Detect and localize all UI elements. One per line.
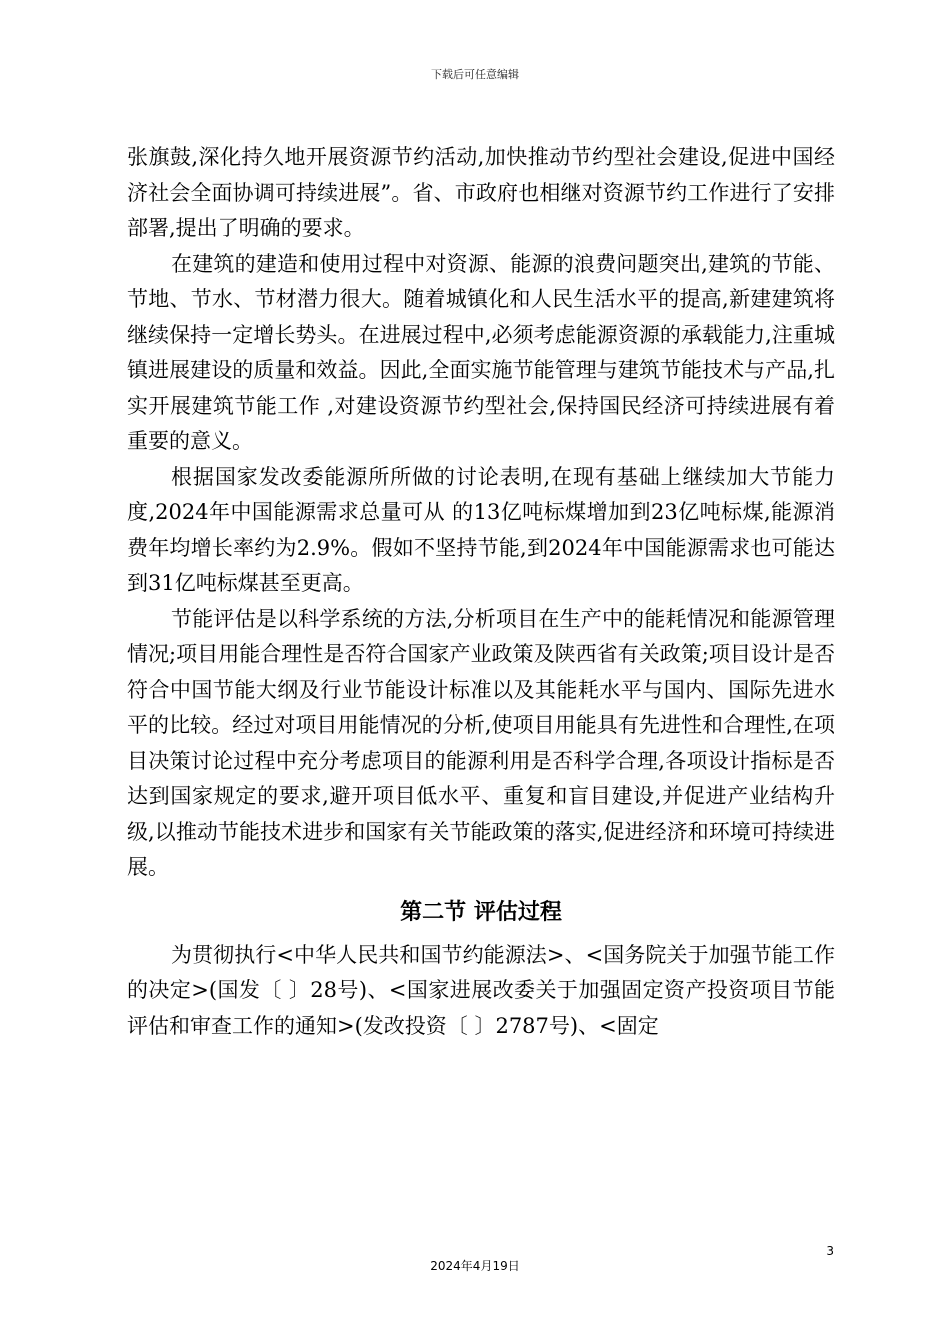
section-title: 第二节 评估过程 <box>400 899 562 925</box>
page-header: 下载后可任意编辑 <box>431 68 519 81</box>
paragraph-continued: 张旗鼓,深化持久地开展资源节约活动,加快推动节约型社会建设,促进中国经济社会全面协调可持续进展”。省、市政府也相继对资源节约工作进行了安排部署,提出了明确的要求。 <box>127 145 835 240</box>
paragraph-energy-demand: 根据国家发改委能源所所做的讨论表明,在现有基础上继续加大节能力度,2024年中国能源需求总量可从 的13亿吨标煤增加到23亿吨标煤,能源消费年均增长率约为2.9%。假如不坚持节能,到2024年中国能源需求也可能达到31亿吨标煤甚至更高。 <box>127 464 835 595</box>
paragraph-assessment-process: 为贯彻执行<中华人民共和国节约能源法>、<国务院关于加强节能工作的决定>(国发〔 〕28号)、<国家进展改委关于加强固定资产投资项目节能评估和审查工作的通知>(发改投资〔 〕2787号)、<固定 <box>127 942 835 1038</box>
document-body <box>127 140 835 1044</box>
footer-date: 2024年4月19日 <box>430 1259 520 1273</box>
paragraph-building-energy: 在建筑的建造和使用过程中对资源、能源的浪费问题突出,建筑的节能、节地、节水、节材潜力很大。随着城镇化和人民生活水平的提高,新建建筑将继续保持一定增长势头。在进展过程中,必须考虑能源资源的承载能力,注重城镇进展建设的质量和效益。因此,全面实施节能管理与建筑节能技术与产品,扎实开展建筑节能工作 ,对建设资源节约型社会,保持国民经济可持续进展有着重要的意义。 <box>127 251 835 453</box>
paragraph-energy-assessment: 节能评估是以科学系统的方法,分析项目在生产中的能耗情况和能源管理情况;项目用能合理性是否符合国家产业政策及陕西省有关政策;项目设计是否符合中国节能大纲及行业节能设计标准以及其能耗水平与国内、国际先进水平的比较。经过对项目用能情况的分析,使项目用能具有先进性和合理性,在项目决策讨论过程中充分考虑项目的能源利用是否科学合理,各项设计指标是否达到国家规定的要求,避开项目低水平、重复和盲目建设,并促进产业结构升级,以推动节能技术进步和国家有关节能政策的落实,促进经济和环境可持续进展。 <box>127 606 835 879</box>
page-number: 3 <box>826 1244 834 1258</box>
